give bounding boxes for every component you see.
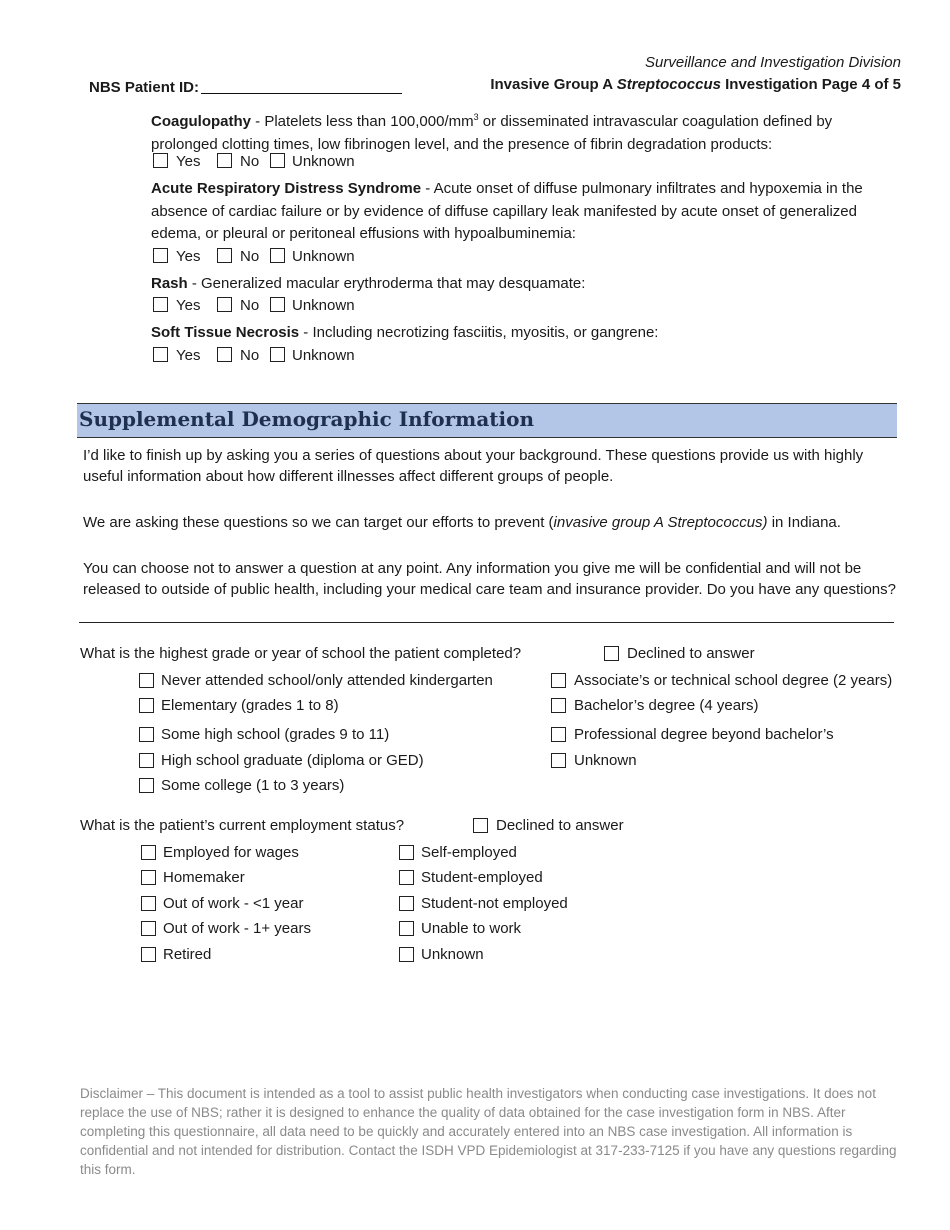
education-declined-label: Declined to answer xyxy=(627,645,755,662)
edu-some-college-checkbox[interactable] xyxy=(139,778,154,793)
emp-student-not-employed-checkbox[interactable] xyxy=(399,896,414,911)
edu-never-attended-label: Never attended school/only attended kindergarten xyxy=(161,672,493,689)
necrosis-yes-checkbox[interactable] xyxy=(153,347,168,362)
intro-p2-italic: invasive group A Streptococcus) xyxy=(553,514,768,531)
coagulopathy-unknown-checkbox[interactable] xyxy=(270,153,285,168)
emp-homemaker-checkbox[interactable] xyxy=(141,870,156,885)
intro-p2-text-a: We are asking these questions so we can target our efforts to prevent ( xyxy=(83,514,554,531)
emp-out-of-work-short-label: Out of work - <1 year xyxy=(163,895,304,912)
form-title-prefix: Invasive Group A xyxy=(490,76,617,93)
edu-elementary-checkbox[interactable] xyxy=(139,698,154,713)
necrosis-text: - Including necrotizing fasciitis, myositis, or gangrene: xyxy=(299,324,659,341)
ards-description xyxy=(151,178,901,246)
ards-unknown-label: Unknown xyxy=(292,248,355,265)
ards-term: Acute Respiratory Distress Syndrome xyxy=(151,180,422,197)
employment-declined-label: Declined to answer xyxy=(496,817,624,834)
edu-bachelors-label: Bachelor’s degree (4 years) xyxy=(574,697,759,714)
division-label: Surveillance and Investigation Division xyxy=(645,54,901,71)
emp-unknown-label: Unknown xyxy=(421,946,484,963)
section-title: Supplemental Demographic Information xyxy=(79,407,534,431)
emp-retired-label: Retired xyxy=(163,946,212,963)
edu-some-college-label: Some college (1 to 3 years) xyxy=(161,777,345,794)
edu-some-high-school-label: Some high school (grades 9 to 11) xyxy=(161,726,390,743)
edu-bachelors-checkbox[interactable] xyxy=(551,698,566,713)
divider xyxy=(79,622,894,623)
rash-yes-checkbox[interactable] xyxy=(153,297,168,312)
emp-wages-label: Employed for wages xyxy=(163,844,299,861)
rash-description xyxy=(151,273,901,296)
ards-unknown-checkbox[interactable] xyxy=(270,248,285,263)
necrosis-no-label: No xyxy=(240,347,260,364)
ards-no-checkbox[interactable] xyxy=(217,248,232,263)
coagulopathy-text-b: or disseminated intravascular coagulation defined by prolonged clotting times, low fibrinogen level, and the presence of fibrin degradation products: xyxy=(151,113,833,153)
rash-no-checkbox[interactable] xyxy=(217,297,232,312)
section-header xyxy=(77,403,897,438)
edu-professional-label: Professional degree beyond bachelor’s xyxy=(574,726,834,743)
intro-p2-text-b: in Indiana. xyxy=(767,514,841,531)
rash-yes-label: Yes xyxy=(176,297,201,314)
emp-self-employed-label: Self-employed xyxy=(421,844,517,861)
necrosis-term: Soft Tissue Necrosis xyxy=(151,324,300,341)
employment-question: What is the patient’s current employment status? xyxy=(80,817,405,834)
edu-associates-checkbox[interactable] xyxy=(551,673,566,688)
ards-no-label: No xyxy=(240,248,260,265)
coagulopathy-yes-label: Yes xyxy=(176,153,201,170)
emp-unable-checkbox[interactable] xyxy=(399,921,414,936)
necrosis-unknown-checkbox[interactable] xyxy=(270,347,285,362)
rash-unknown-label: Unknown xyxy=(292,297,355,314)
emp-out-of-work-short-checkbox[interactable] xyxy=(141,896,156,911)
necrosis-unknown-label: Unknown xyxy=(292,347,355,364)
intro-paragraph-3: You can choose not to answer a question at any point. Any information you give me will be confidential and will not be released to outside of public health, including your medical care team and insurance provider. Do you have any questions? xyxy=(83,560,896,598)
emp-out-of-work-long-checkbox[interactable] xyxy=(141,921,156,936)
emp-student-employed-label: Student-employed xyxy=(421,869,543,886)
emp-self-employed-checkbox[interactable] xyxy=(399,845,414,860)
necrosis-yes-label: Yes xyxy=(176,347,201,364)
patient-id-label: NBS Patient ID: xyxy=(89,79,200,96)
edu-unknown-label: Unknown xyxy=(574,752,637,769)
edu-some-high-school-checkbox[interactable] xyxy=(139,727,154,742)
necrosis-no-checkbox[interactable] xyxy=(217,347,232,362)
form-title-suffix: Investigation Page 4 of 5 xyxy=(720,76,901,93)
rash-no-label: No xyxy=(240,297,260,314)
rash-unknown-checkbox[interactable] xyxy=(270,297,285,312)
emp-unknown-checkbox[interactable] xyxy=(399,947,414,962)
edu-unknown-checkbox[interactable] xyxy=(551,753,566,768)
employment-declined-checkbox[interactable] xyxy=(473,818,488,833)
emp-student-employed-checkbox[interactable] xyxy=(399,870,414,885)
emp-unable-label: Unable to work xyxy=(421,920,522,937)
coagulopathy-text-a: - Platelets less than 100,000/mm xyxy=(251,113,474,130)
intro-paragraph-1: I’d like to finish up by asking you a series of questions about your background. These questions provide us with highly useful information about how different illnesses affect different groups of people. xyxy=(83,447,864,485)
edu-never-attended-checkbox[interactable] xyxy=(139,673,154,688)
coagulopathy-unknown-label: Unknown xyxy=(292,153,355,170)
coagulopathy-no-checkbox[interactable] xyxy=(217,153,232,168)
education-question: What is the highest grade or year of school the patient completed? xyxy=(80,645,522,662)
emp-student-not-employed-label: Student-not employed xyxy=(421,895,568,912)
edu-high-school-grad-label: High school graduate (diploma or GED) xyxy=(161,752,424,769)
emp-out-of-work-long-label: Out of work - 1+ years xyxy=(163,920,311,937)
coagulopathy-yes-checkbox[interactable] xyxy=(153,153,168,168)
form-title xyxy=(490,76,901,93)
emp-wages-checkbox[interactable] xyxy=(141,845,156,860)
coagulopathy-superscript: 3 xyxy=(473,112,479,122)
education-declined-checkbox[interactable] xyxy=(604,646,619,661)
edu-associates-label: Associate’s or technical school degree (2 years) xyxy=(574,672,893,689)
edu-elementary-label: Elementary (grades 1 to 8) xyxy=(161,697,339,714)
necrosis-description xyxy=(151,322,901,345)
disclaimer: Disclaimer – This document is intended as a tool to assist public health investigators when conducting case investigations. It does not replace the use of NBS; rather it is designed to enhance the quality of data obtained for the case investigation form in NBS. After completing this questionnaire, all data need to be quickly and accurately entered into an NBS case investigation. All information is confidential and not intended for distribution. Contact the ISDH VPD Epidemiologist at 317-233-7125 if you have any questions regarding this form. xyxy=(80,1086,897,1177)
ards-text: - Acute onset of diffuse pulmonary infiltrates and hypoxemia in the absence of cardiac failure or by evidence of diffuse capillary leak manifested by acute onset of generalized edema, or pleural or peritoneal effusions with hypoalbuminemia: xyxy=(151,180,863,242)
ards-yes-label: Yes xyxy=(176,248,201,265)
form-title-organism: Streptococcus xyxy=(616,76,721,93)
emp-homemaker-label: Homemaker xyxy=(163,869,245,886)
coagulopathy-no-label: No xyxy=(240,153,260,170)
edu-professional-checkbox[interactable] xyxy=(551,727,566,742)
edu-high-school-grad-checkbox[interactable] xyxy=(139,753,154,768)
coagulopathy-description xyxy=(151,106,901,156)
rash-term: Rash xyxy=(151,275,188,292)
intro-paragraph-2 xyxy=(83,512,898,533)
ards-yes-checkbox[interactable] xyxy=(153,248,168,263)
rash-text: - Generalized macular erythroderma that may desquamate: xyxy=(187,275,586,292)
patient-id-field[interactable] xyxy=(201,93,402,94)
emp-retired-checkbox[interactable] xyxy=(141,947,156,962)
coagulopathy-term: Coagulopathy xyxy=(151,113,251,130)
